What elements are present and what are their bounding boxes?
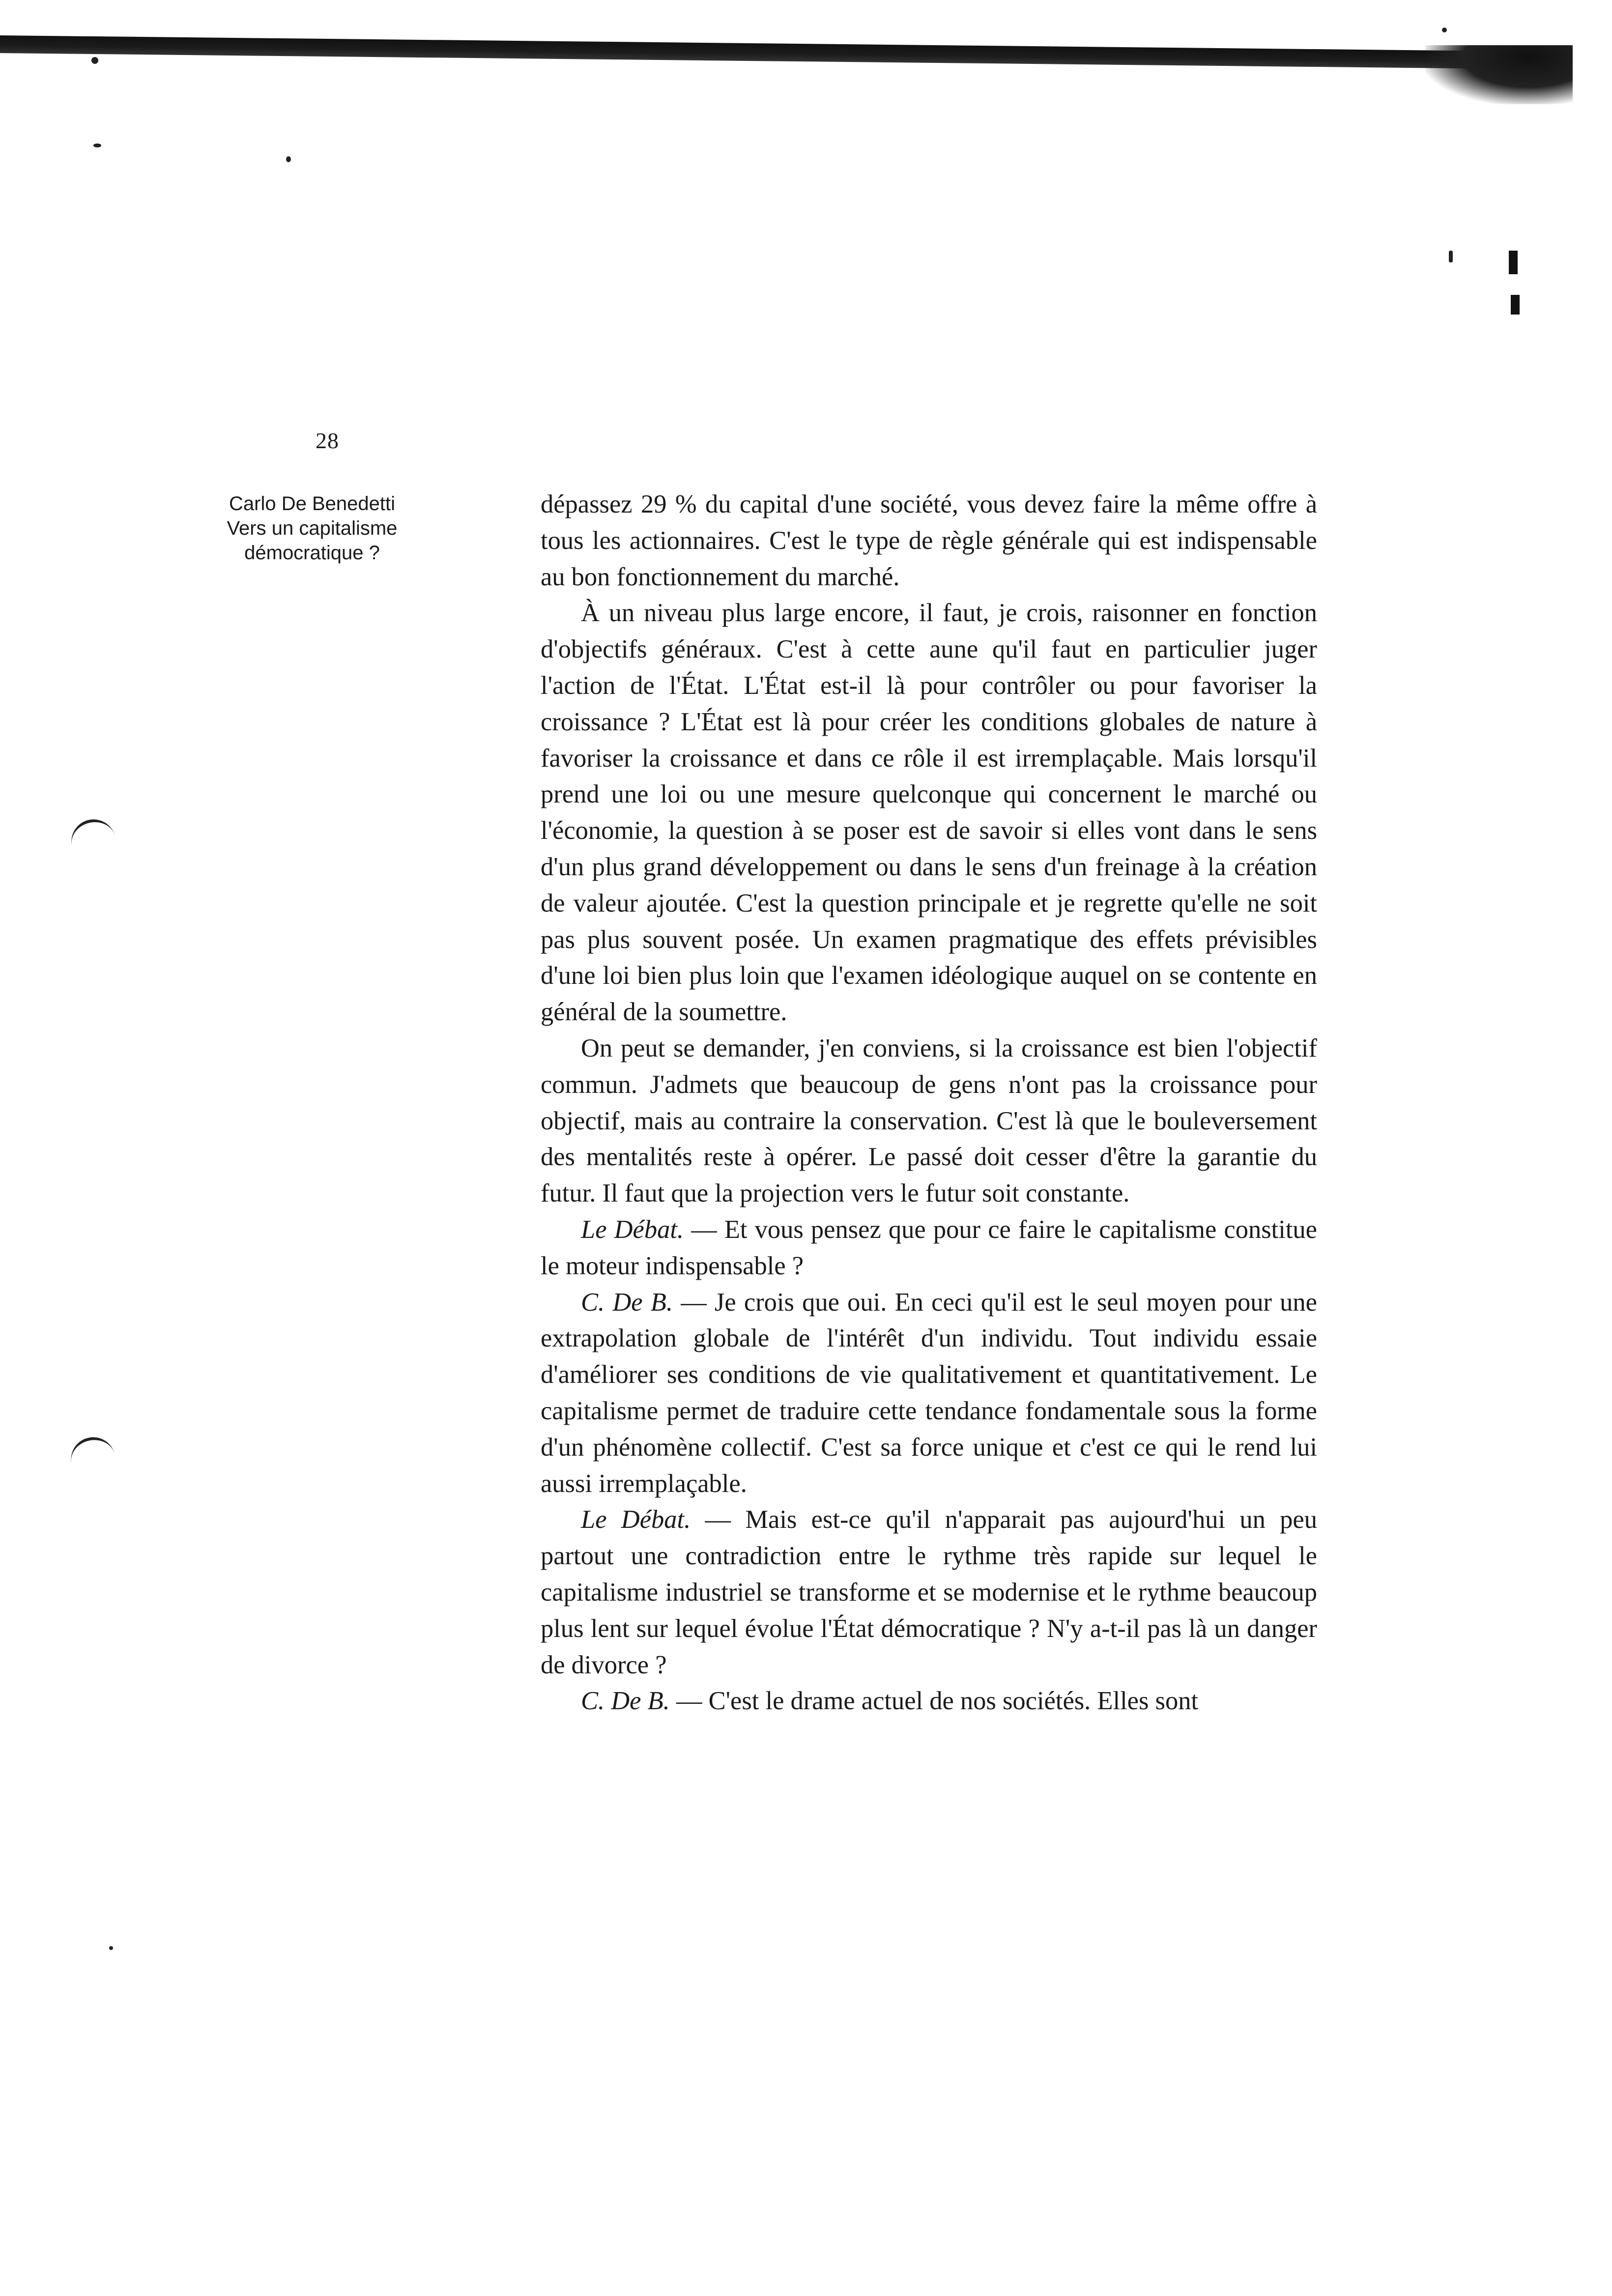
running-head-author: Carlo De Benedetti [229, 493, 395, 515]
paragraph [541, 595, 1317, 1031]
scan-speck [91, 57, 98, 64]
article-body [541, 487, 1317, 1720]
margin-arc-mark [67, 815, 115, 847]
scan-edge-blot [1425, 45, 1573, 104]
speaker-label: Le Débat. [581, 1505, 691, 1534]
paragraph-text: — Et vous pensez que pour ce faire le capitalisme constitue le moteur indispensable ? [541, 1215, 1317, 1280]
dialogue-paragraph [541, 1285, 1317, 1502]
running-head [206, 491, 418, 565]
scan-edge-shadow [0, 35, 1573, 70]
scan-edge-mark [1509, 251, 1518, 274]
scan-speck [1442, 28, 1447, 32]
speaker-label: Le Débat. [581, 1215, 684, 1244]
dialogue-paragraph [541, 1502, 1317, 1683]
scan-speck [109, 1946, 113, 1950]
page-number: 28 [316, 428, 339, 453]
dialogue-paragraph [541, 1683, 1317, 1720]
paragraph-text: dépassez 29 % du capital d'une société, vous devez faire la même offre à tous les actionnaires. C'est le type de règle générale qui est indispensable au bon fonctionnement du marché. [541, 490, 1317, 591]
paragraph-text: — Mais est-ce qu'il n'apparait pas aujourd'hui un peu partout une contradiction entre le rythme très rapide sur lequel le capitalisme industriel se transforme et se modernise et le rythme beaucoup plus lent sur lequel évolue l'État démocratique ? N'y a-t-il pas là un danger de divorce ? [541, 1505, 1317, 1679]
paragraph [541, 1031, 1317, 1212]
scan-speck [93, 144, 101, 147]
speaker-label: C. De B. [581, 1288, 673, 1317]
running-head-title-cont: démocratique ? [244, 542, 380, 564]
scan-speck [286, 156, 291, 162]
paragraph-text: On peut se demander, j'en conviens, si la croissance est bien l'objectif commun. J'admets que beaucoup de gens n'ont pas la croissance pour objectif, mais au contraire la conservation. C'est là que le bouleversement des mentalités reste à opérer. Le passé doit cesser d'être la garantie du futur. Il faut que la projection vers le futur soit constante. [541, 1033, 1317, 1208]
scan-edge-mark [1511, 295, 1520, 315]
paragraph-text: — Je crois que oui. En ceci qu'il est le seul moyen pour une extrapolation globale de l'intérêt d'un individu. Tout individu essaie d'améliorer ses conditions de vie qualitativement et quantitativement. Le capitalisme permet de traduire cette tendance fondamentale sous la forme d'un phénomène collectif. C'est sa force unique et c'est ce qui le rend lui aussi irremplaçable. [541, 1288, 1317, 1498]
margin-arc-mark [67, 1433, 115, 1464]
paragraph-text: — C'est le drame actuel de nos sociétés. Elles sont [669, 1687, 1199, 1716]
dialogue-paragraph [541, 1212, 1317, 1285]
paragraph-text: À un niveau plus large encore, il faut, je crois, raisonner en fonction d'objectifs généraux. C'est à cette aune qu'il faut en particulier juger l'action de l'État. L'État est-il là pour contrôler ou pour favoriser la croissance ? L'État est là pour créer les conditions globales de nature à favoriser la croissance et dans ce rôle il est irremplaçable. Mais lorsqu'il prend une loi ou une mesure quelconque qui concernent le marché ou l'économie, la question à se poser est de savoir si elles vont dans le sens d'un plus grand développement ou dans le sens d'un freinage à la création de valeur ajoutée. C'est la question principale et je regrette qu'elle ne soit pas plus souvent posée. Un examen pragmatique des effets prévisibles d'une loi bien plus loin que l'examen idéologique auquel on se contente en général de la soumettre. [541, 599, 1317, 1027]
paragraph [541, 487, 1317, 595]
running-head-title: Vers un capitalisme [227, 517, 398, 539]
speaker-label: C. De B. [581, 1687, 670, 1716]
scan-speck [1449, 251, 1453, 262]
